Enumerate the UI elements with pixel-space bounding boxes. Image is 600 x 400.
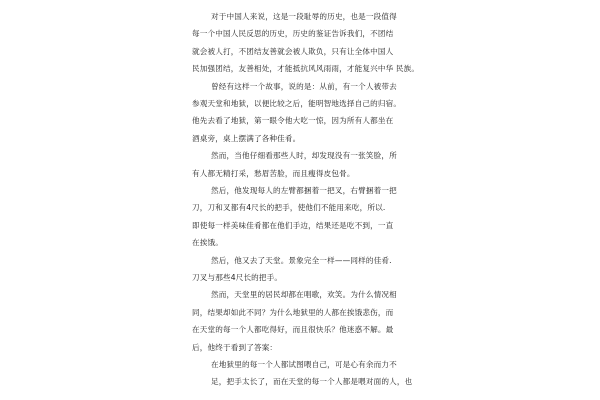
text-line: 即使每一样美味佳肴都在他们手边，结果还是吃不到，一直 xyxy=(192,221,394,230)
text-line: 然后，他发现每人的左臂都捆着一把叉，右臂捆着一把 xyxy=(211,186,397,195)
text-line: 曾经有这样一个故事，说的是：从前，有一个人被带去 xyxy=(211,82,397,91)
text-line: 在挨饿。 xyxy=(192,238,223,247)
text-line: 酒桌旁，桌上摆满了各种佳肴。 xyxy=(192,134,301,143)
text-line: 参观天堂和地狱，以便比较之后，能明智地选择自己的归宿。 xyxy=(192,99,402,108)
text-line: 在地狱里的每一个人都试图喂自己，可是心有余而力不 xyxy=(211,360,397,369)
text-line: 然后，他又去了天堂。景象完全一样——同样的佳肴. xyxy=(211,256,392,265)
text-line: 然而，天堂里的居民却都在唱歌，欢笑。为什么情况相 xyxy=(211,290,397,299)
text-line: 民加强团结，友善相处，才能抵抗风风雨雨，才能复兴中华 民族。 xyxy=(192,64,420,73)
text-line: 在天堂的每一个人都吃得好，而且很快乐？他迷惑不解。最 xyxy=(192,325,394,334)
text-line: 后，他终于看到了答案： xyxy=(192,343,278,352)
text-line: 刀叉与那些4尺长的把手。 xyxy=(192,273,283,282)
text-line: 有人都无精打采，愁眉苦脸，而且瘦得皮包骨。 xyxy=(192,169,355,178)
text-line: 就会被人打，不团结友善就会被人欺负，只有让全体中国人 xyxy=(192,47,394,56)
text-line: 同，结果却如此不同？为什么地狱里的人都在挨饿悲伤，而 xyxy=(192,308,394,317)
text-line: 刀，刀和叉都有4尺长的把手，使他们不能用来吃，所以. xyxy=(192,203,386,212)
text-line: 他先去看了地狱，第一眼令他大吃一惊，因为所有人都坐在 xyxy=(192,116,394,125)
text-line: 然而，当他仔细看那些人时，却发现没有一张笑脸，所 xyxy=(211,151,397,160)
text-line: 每一个中国人民反思的历史，历史的鉴证告诉我们，不团结 xyxy=(192,29,394,38)
text-line: 足，把手太长了，而在天堂的每一个人都是喂对面的人，也 xyxy=(211,377,413,386)
text-line: 对于中国人来说，这是一段耻辱的历史，也是一段值得 xyxy=(211,12,397,21)
